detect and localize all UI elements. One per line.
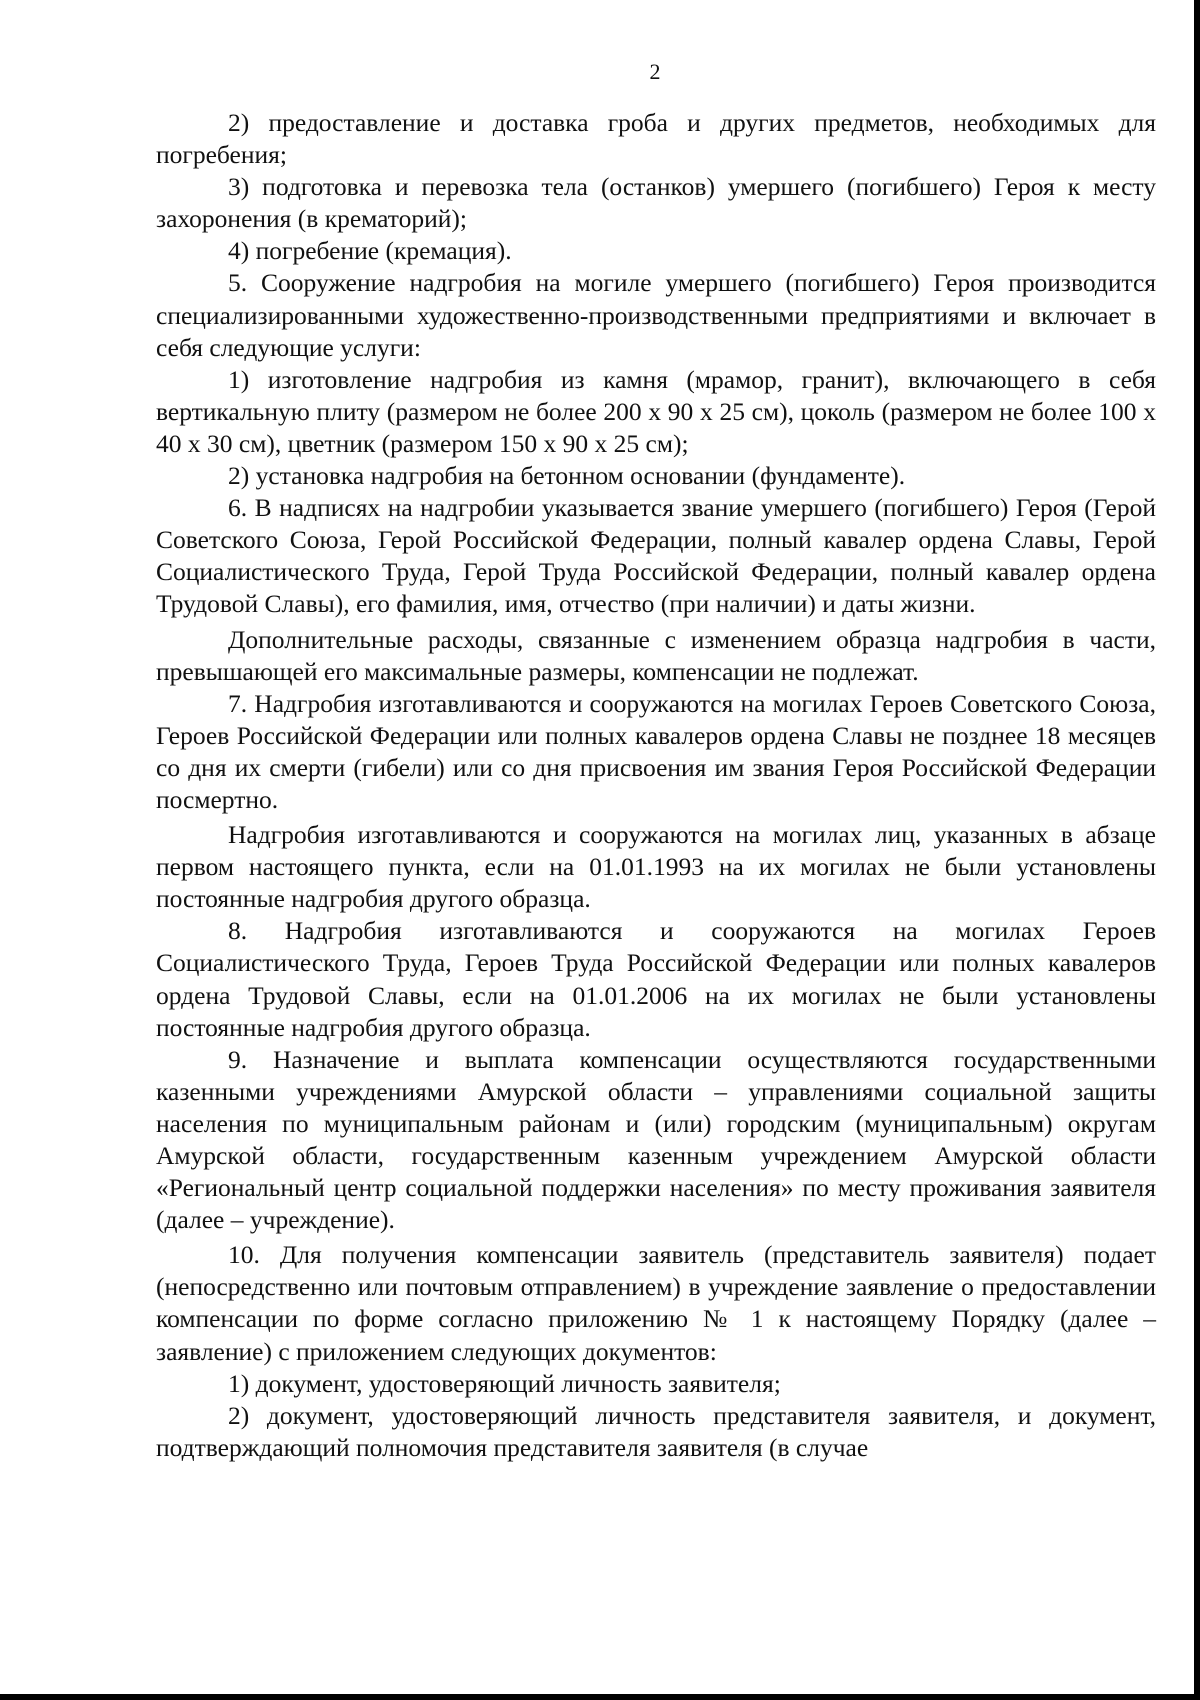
paragraph: 9. Назначение и выплата компенсации осуществляются государственными казенными учреждениями Амурской области – управлениями социальной защиты населения по муниципальным районам и (или) городским (муниципальным) округам Амурской области, государственным казенным учреждением Амурской области «Региональный центр социальной поддержки населения» по месту проживания заявителя (далее – учреждение). <box>156 1044 1156 1235</box>
page-number: 2 <box>649 59 661 84</box>
paragraph: 1) документ, удостоверяющий личность заявителя; <box>228 1368 781 1398</box>
paragraph: 2) предоставление и доставка гроба и других предметов, необходимых для погребения; <box>156 108 1156 170</box>
scan-edge-bottom <box>0 1694 1200 1700</box>
paragraph: 2) установка надгробия на бетонном основании (фундаменте). <box>228 461 906 491</box>
paragraph: 3) подготовка и перевозка тела (останков) умершего (погибшего) Героя к месту захоронения (в крематорий); <box>156 172 1156 234</box>
paragraph: 1) изготовление надгробия из камня (мрамор, гранит), включающего в себя вертикальную плиту (размером не более 200 х 90 х 25 см), цоколь (размером не более 100 х 40 х 30 см), цветник (размером 150 х 90 х 25 см); <box>156 364 1156 458</box>
scan-edge-right <box>1194 0 1200 1700</box>
document-body <box>156 107 1156 1464</box>
paragraph: 8. Надгробия изготавливаются и сооружаются на могилах Героев Социалистического Труда, Героев Труда Российской Федерации или полных кавалеров ордена Трудовой Славы, если на 01.01.2006 на их могилах не были установлены постоянные надгробия другого образца. <box>156 916 1156 1042</box>
paragraph: 10. Для получения компенсации заявитель (представитель заявителя) подает (непосредственно или почтовым отправлением) в учреждение заявление о предоставлении компенсации по форме согласно приложению № 1 к настоящему Порядку (далее – заявление) с приложением следующих документов: <box>156 1240 1156 1366</box>
paragraph: Дополнительные расходы, связанные с изменением образца надгробия в части, превышающей его максимальные размеры, компенсации не подлежат. <box>156 624 1156 686</box>
paragraph: 2) документ, удостоверяющий личность представителя заявителя, и документ, подтверждающий полномочия представителя заявителя (в случае <box>156 1400 1156 1462</box>
paragraph: 7. Надгробия изготавливаются и сооружаются на могилах Героев Советского Союза, Героев Российской Федерации или полных кавалеров ордена Славы не позднее 18 месяцев со дня их смерти (гибели) или со дня присвоения им звания Героя Российской Федерации посмертно. <box>156 688 1156 814</box>
paragraph: 6. В надписях на надгробии указывается звание умершего (погибшего) Героя (Герой Советского Союза, Герой Российской Федерации, полный кавалер ордена Славы, Герой Социалистического Труда, Герой Труда Российской Федерации, полный кавалер ордена Трудовой Славы), его фамилия, имя, отчество (при наличии) и даты жизни. <box>156 493 1156 619</box>
paragraph: Надгробия изготавливаются и сооружаются на могилах лиц, указанных в абзаце первом настоящего пункта, если на 01.01.1993 на их могилах не были установлены постоянные надгробия другого образца. <box>156 820 1156 914</box>
paragraph: 5. Сооружение надгробия на могиле умершего (погибшего) Героя производится специализированными художественно-производственными предприятиями и включает в себя следующие услуги: <box>156 268 1156 362</box>
paragraph: 4) погребение (кремация). <box>228 236 512 266</box>
